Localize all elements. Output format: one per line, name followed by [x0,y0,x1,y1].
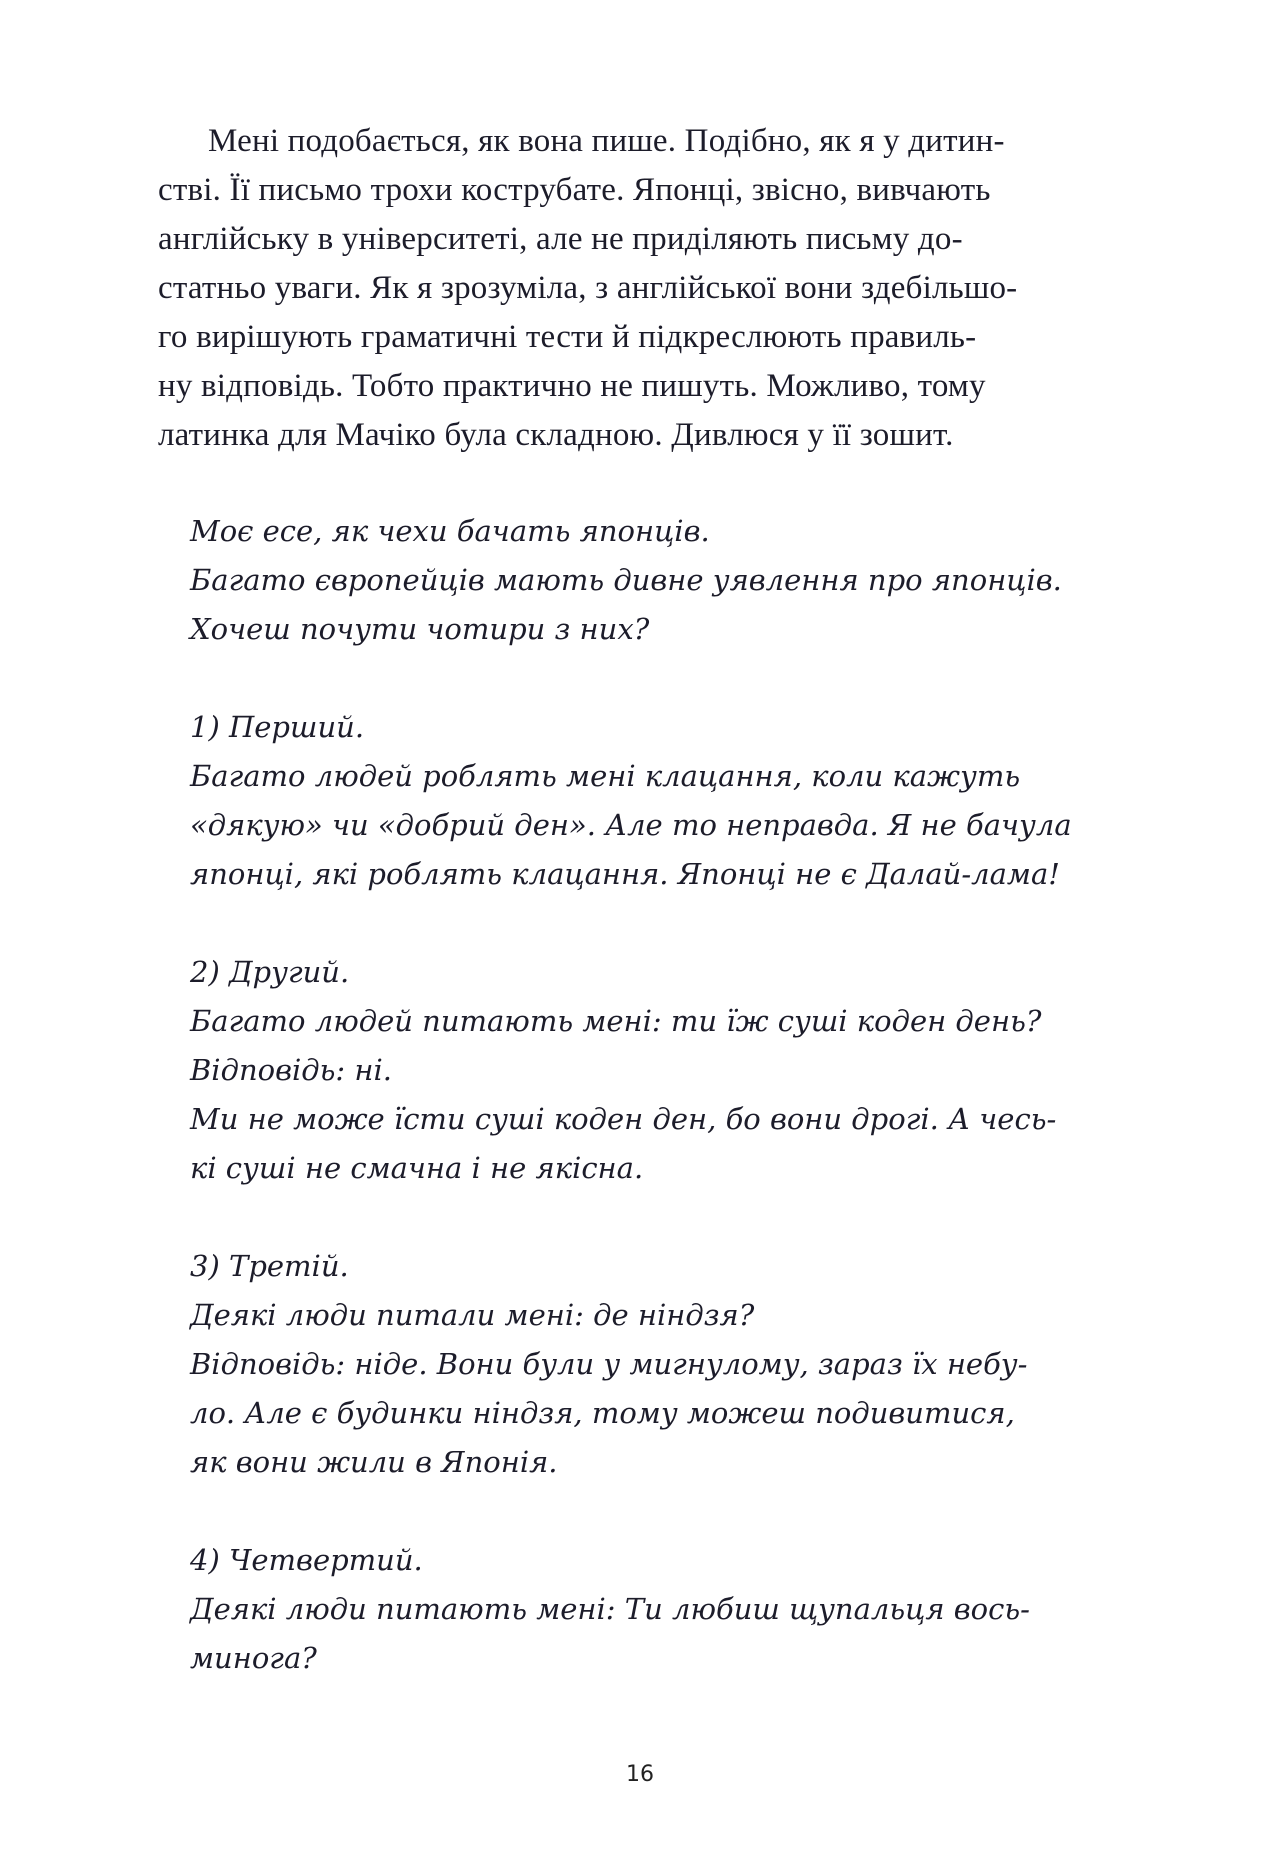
section-heading: 3) Третій. [190,1249,349,1283]
essay-line: Ми не може їсти суші коден ден, бо вони дрогі. А чесь- [190,1102,1057,1136]
essay-line: Багато людей роблять мені клацання, коли кажуть [190,759,1021,793]
essay-line: минога? [190,1641,317,1675]
essay-line: Відповідь: ніде. Вони були у мигнулому, зараз їх небу- [190,1347,1028,1381]
paragraph-line: Мені подобається, як вона пише. Подібно, як я у дитин- [208,123,1005,159]
essay-line: японці, які роблять клацання. Японці не є Далай-лама! [190,857,1060,891]
paragraph-line: го вирішують граматичні тести й підкреслюють правиль- [158,319,977,355]
section-heading: 4) Четвертий. [190,1543,423,1577]
essay-line: Деякі люди питали мені: де ніндзя? [190,1298,755,1332]
essay-line: Відповідь: ні. [190,1053,393,1087]
paragraph-line: стві. Її письмо трохи кострубате. Японці, звісно, вивчають [158,172,991,208]
paragraph-line: англійську в університеті, але не приділяють письму до- [158,221,963,257]
essay-line: «дякую» чи «добрий ден». Але то неправда. Я не бачула [190,808,1072,842]
paragraph-line: латинка для Мачіко була складною. Дивлюся у її зошит. [158,417,954,453]
section-heading: 1) Перший. [190,710,365,744]
essay-line: кі суші не смачна і не якісна. [190,1151,644,1185]
paragraph-line: статньо уваги. Як я зрозуміла, з англійської вони здебільшо- [158,270,1018,306]
essay-intro-line: Моє есе, як чехи бачать японців. [190,514,710,548]
essay-intro-line: Багато європейців мають дивне уявлення про японців. [190,563,1062,597]
essay-line: ло. Але є будинки ніндзя, тому можеш подивитися, [190,1396,1015,1430]
essay-line: Деякі люди питають мені: Ти любиш щупальця вось- [190,1592,1030,1626]
paragraph-line: ну відповідь. Тобто практично не пишуть. Можливо, тому [158,368,986,404]
essay-intro-line: Хочеш почути чотири з них? [190,612,650,646]
page-number: 16 [626,1762,654,1787]
essay-line: Багато людей питають мені: ти їж суші коден день? [190,1004,1042,1038]
essay-line: як вони жили в Японія. [190,1445,558,1479]
section-heading: 2) Другий. [190,955,350,989]
